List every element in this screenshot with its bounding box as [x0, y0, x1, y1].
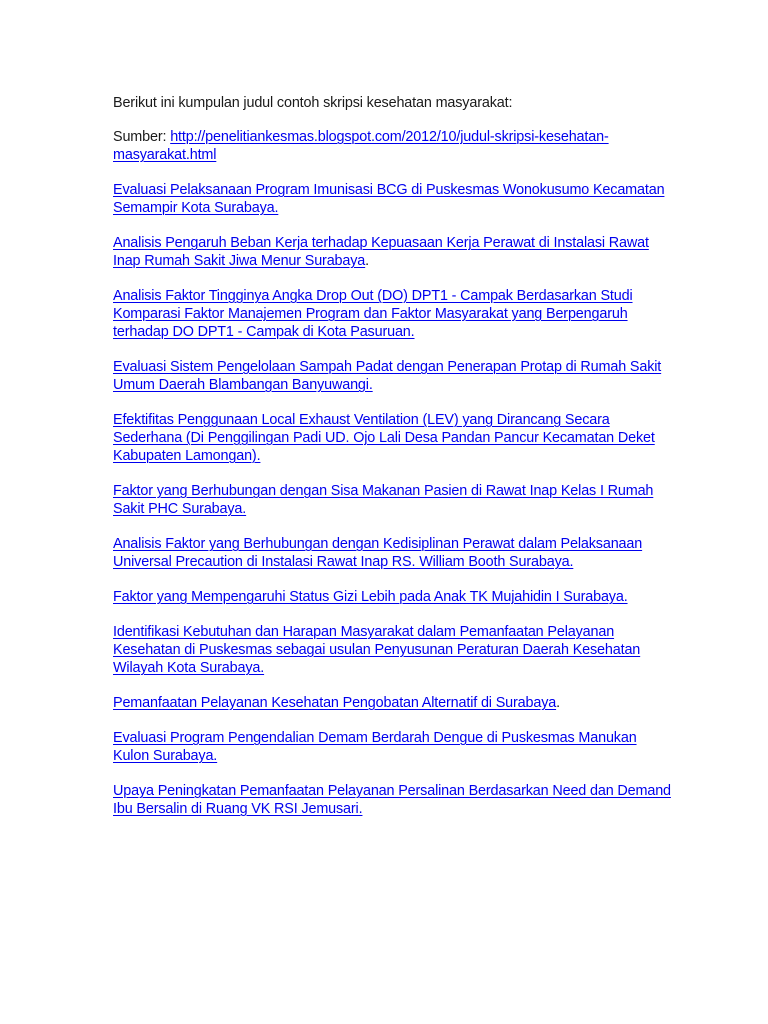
list-item: [113, 782, 673, 818]
list-item: [113, 588, 673, 606]
list-item: [113, 694, 673, 712]
trailing-period: .: [556, 695, 560, 711]
title-link[interactable]: Evaluasi Sistem Pengelolaan Sampah Padat dengan Penerapan Protap di Rumah Sakit Umum Daerah Blambangan Banyuwangi.: [113, 359, 662, 393]
list-item: [113, 358, 673, 394]
title-link[interactable]: Identifikasi Kebutuhan dan Harapan Masyarakat dalam Pemanfaatan Pelayanan Kesehatan di Puskesmas sebagai usulan Penyusunan Peraturan Daerah Kesehatan Wilayah Kota Surabaya.: [113, 624, 641, 676]
source-label: Sumber:: [113, 129, 171, 145]
source-link[interactable]: http://penelitiankesmas.blogspot.com/2012/10/judul-skripsi-kesehatan-masyarakat.html: [113, 129, 609, 163]
list-item: [113, 287, 673, 341]
list-item: [113, 623, 673, 677]
list-item: [113, 535, 673, 571]
title-link[interactable]: Efektifitas Penggunaan Local Exhaust Ventilation (LEV) yang Dirancang Secara Sederhana (Di Penggilingan Padi UD. Ojo Lali Desa Pandan Pancur Kecamatan Deket Kabupaten Lamongan).: [113, 412, 655, 464]
list-item: [113, 234, 673, 270]
list-item: [113, 729, 673, 765]
title-link[interactable]: Evaluasi Program Pengendalian Demam Berdarah Dengue di Puskesmas Manukan Kulon Surabaya.: [113, 730, 637, 764]
document-body: [113, 94, 673, 835]
title-link[interactable]: Faktor yang Mempengaruhi Status Gizi Lebih pada Anak TK Mujahidin I Surabaya.: [113, 589, 628, 605]
list-item: [113, 482, 673, 518]
list-item: [113, 181, 673, 217]
title-link[interactable]: Analisis Faktor yang Berhubungan dengan Kedisiplinan Perawat dalam Pelaksanaan Universal Precaution di Instalasi Rawat Inap RS. William Booth Surabaya.: [113, 536, 643, 570]
list-item: [113, 411, 673, 465]
title-list: [113, 181, 673, 818]
title-link[interactable]: Evaluasi Pelaksanaan Program Imunisasi BCG di Puskesmas Wonokusumo Kecamatan Semampir Kota Surabaya.: [113, 182, 665, 216]
title-link[interactable]: Upaya Peningkatan Pemanfaatan Pelayanan Persalinan Berdasarkan Need dan Demand Ibu Bersalin di Ruang VK RSI Jemusari.: [113, 783, 671, 817]
title-link[interactable]: Analisis Pengaruh Beban Kerja terhadap Kepuasaan Kerja Perawat di Instalasi Rawat Inap Rumah Sakit Jiwa Menur Surabaya: [113, 235, 649, 269]
trailing-period: .: [365, 253, 370, 269]
title-link[interactable]: Analisis Faktor Tingginya Angka Drop Out (DO) DPT1 - Campak Berdasarkan Studi Komparasi Faktor Manajemen Program dan Faktor Masyarakat yang Berpengaruh terhadap DO DPT1 - Campak di Kota Pasuruan.: [113, 288, 633, 340]
title-link[interactable]: Faktor yang Berhubungan dengan Sisa Makanan Pasien di Rawat Inap Kelas I Rumah Sakit PHC Surabaya.: [113, 483, 654, 517]
title-link[interactable]: Pemanfaatan Pelayanan Kesehatan Pengobatan Alternatif di Surabaya: [113, 695, 557, 711]
intro-text: Berikut ini kumpulan judul contoh skripsi kesehatan masyarakat:: [113, 95, 513, 111]
source-line: [113, 128, 673, 164]
